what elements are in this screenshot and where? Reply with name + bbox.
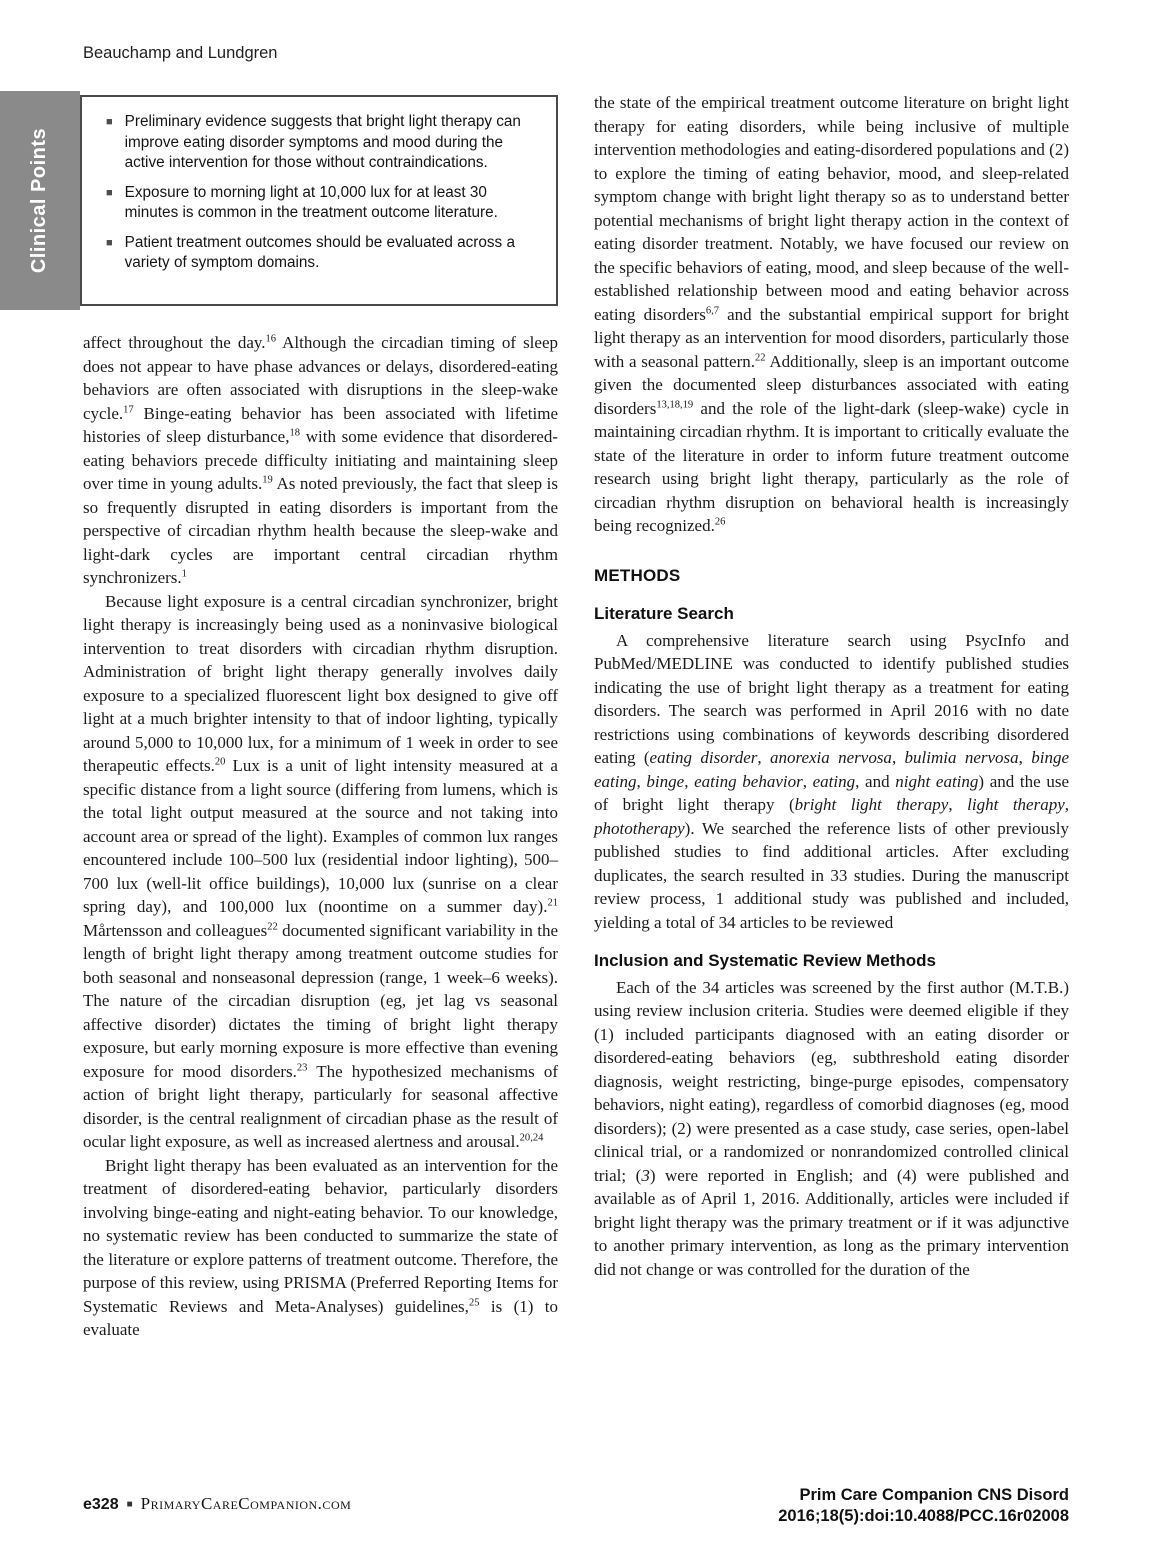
left-column bbox=[83, 331, 558, 1342]
clinical-point-item bbox=[106, 183, 538, 224]
section-heading-literature-search: Literature Search bbox=[594, 604, 734, 623]
clinical-point-text: Exposure to morning light at 10,000 lux for at least 30 minutes is common in the treatment outcome literature. bbox=[124, 183, 498, 221]
square-bullet-icon: ■ bbox=[106, 186, 113, 199]
body-paragraph: Bright light therapy has been evaluated as an intervention for the treatment of disordered-eating behavior, particularly disorders involving binge-eating and night-eating behavior. To our knowledge, no systematic review has been conducted to summarize the state of the literature or explore patterns of treatment outcome. Therefore, the purpose of this review, using PRISMA (Preferred Reporting Items for Systematic Reviews and Meta-Analyses) guidelines,$^{25}$ is (1) to evaluate bbox=[83, 1155, 559, 1339]
clinical-points-box bbox=[80, 95, 558, 306]
footer-left bbox=[83, 1494, 351, 1514]
body-paragraph: Because light exposure is a central circadian synchronizer, bright light therapy is increasingly being used as a noninvasive biological intervention to treat disorders with circadian rhythm disruption. Administration of bright light therapy generally involves daily exposure to a specialized fluorescent light box designed to give off light at a much brighter intensity to that of indoor lighting, typically around 5,000 to 10,000 lux, for a minimum of 1 week in order to see therapeutic effects.$^{20}$ Lux is a unit of light intensity measured at a specific distance from a light source (differing from lumens, which is the total light output measured at the source and not taking into account area or spread of the light). Examples of common lux ranges encountered include 100–500 lux (residential indoor lighting), 500–700 lux (well-lit office buildings), 10,000 lux (sunrise on a clear spring day), and 100,000 lux (noontime on a summer day).$^{21}$ Mårtensson and colleagues$^{22}$ documented significant variability in the length of bright light therapy among treatment outcome studies for both seasonal and nonseasonal depression (range, 1 week–6 weeks). The nature of the circadian disruption (eg, jet lag vs seasonal affective disorder) dictates the timing of bright light therapy exposure, but early morning exposure is more effective than evening exposure for mood disorders.$^{23}$ The hypothesized mechanisms of action of bright light therapy, particularly for seasonal affective disorder, is the central realignment of circadian phase as the result of ocular light exposure, as well as increased alertness and arousal.$^{20,24}$ bbox=[83, 591, 558, 1151]
body-paragraph: the state of the empirical treatment outcome literature on bright light therapy for eating disorders, while being inclusive of multiple intervention methodologies and eating-disordered populations and (2) to explore the timing of eating behavior, mood, and sleep-related symptom change with bright light therapy so as to understand better potential mechanisms of bright light therapy action in the context of eating disorder treatment. Notably, we have focused our review on the specific behaviors of eating, mood, and sleep because of the well-established relationship between mood and eating behavior across eating disorders$^{6,7}$ and the substantial empirical support for bright light therapy as an intervention for mood disorders, particularly those with a seasonal pattern.$^{22}$ Additionally, sleep is an important outcome given the documented sleep disturbances associated with eating disorders$^{13,18,19}$ and the role of the light-dark (sleep-wake) cycle in maintaining circadian rhythm. It is important to critically evaluate the state of the literature in order to inform future treatment outcome research using bright light therapy, particularly as the role of circadian rhythm disruption on behavioral health is increasingly being recognized.$^{26}$ bbox=[594, 93, 1069, 535]
clinical-point-text: Patient treatment outcomes should be evaluated across a variety of symptom domains. bbox=[124, 233, 515, 271]
site-name: PrimaryCareCompanion.com bbox=[140, 1494, 352, 1513]
clinical-point-text: Preliminary evidence suggests that bright light therapy can improve eating disorder symptoms and mood during the active intervention for those without contraindications. bbox=[124, 113, 521, 171]
journal-citation bbox=[778, 1485, 1069, 1527]
clinical-points-tab-label: Clinical Points bbox=[28, 127, 51, 274]
literature-search-paragraph: A comprehensive literature search using PsycInfo and PubMed/MEDLINE was conducted to identify published studies indicating the use of bright light therapy as a treatment for eating disorders. The search was performed in April 2016 with no date restrictions using combinations of keywords describing disordered eating (eating disorder, anorexia nervosa, bulimia nervosa, binge eating, binge, eating behavior, eating, and night eating) and the use of bright light therapy (bright light therapy, light therapy, phototherapy). We searched the reference lists of other previously published studies to find additional articles. After excluding duplicates, the search resulted in 33 studies. During the manuscript review process, 1 additional study was published and included, yielding a total of 34 articles to be reviewed bbox=[594, 630, 1070, 932]
journal-citation-line2: 2016;18(5):doi:10.4088/PCC.16r02008 bbox=[778, 1507, 1069, 1525]
running-head: Beauchamp and Lundgren bbox=[83, 44, 278, 62]
square-bullet-icon: ■ bbox=[106, 236, 113, 249]
journal-citation-line1: Prim Care Companion CNS Disord bbox=[799, 1486, 1069, 1504]
right-column bbox=[594, 91, 1069, 1281]
clinical-point-item bbox=[106, 233, 538, 274]
body-paragraph: affect throughout the day.$^{16}$ Although the circadian timing of sleep does not appear to have phase advances or delays, disordered-eating behaviors are often associated with disruptions in the sleep-wake cycle.$^{17}$ Binge-eating behavior has been associated with lifetime histories of sleep disturbance,$^{18}$ with some evidence that disordered-eating behaviors precede difficulty initiating and maintaining sleep over time in young adults.$^{19}$ As noted previously, the fact that sleep is so frequently disrupted in eating disorders is important from the perspective of circadian rhythm health because the sleep-wake and light-dark cycles are important central circadian rhythm synchronizers.$^1$ bbox=[83, 333, 559, 587]
page-number: e328 bbox=[83, 1496, 119, 1513]
inclusion-methods-paragraph: Each of the 34 articles was screened by the first author (M.T.B.) using review inclusion criteria. Studies were deemed eligible if they (1) included participants diagnosed with an eating disorder or disordered-eating behaviors (eg, subthreshold eating disorder diagnosis, weight restricting, binge-purge episodes, compensatory behaviors, night eating), regardless of comorbid diagnoses (eg, mood disorders); (2) were presented as a case study, case series, open-label clinical trial, or a randomized or nonrandomized controlled clinical trial; (3) were reported in English; and (4) were published and available as of April 1, 2016. Additionally, articles were included if bright light therapy was the primary treatment or if it was adjunctive to another primary intervention, as long as the primary intervention did not change or was controlled for the duration of the bbox=[594, 977, 1069, 1279]
square-bullet-icon: ■ bbox=[106, 116, 113, 128]
square-separator-icon: ■ bbox=[126, 1499, 133, 1510]
clinical-point-item bbox=[106, 112, 538, 174]
methods-heading: METHODS bbox=[594, 565, 681, 585]
clinical-points-tab bbox=[0, 91, 80, 310]
section-heading-inclusion-methods: Inclusion and Systematic Review Methods bbox=[594, 951, 936, 970]
